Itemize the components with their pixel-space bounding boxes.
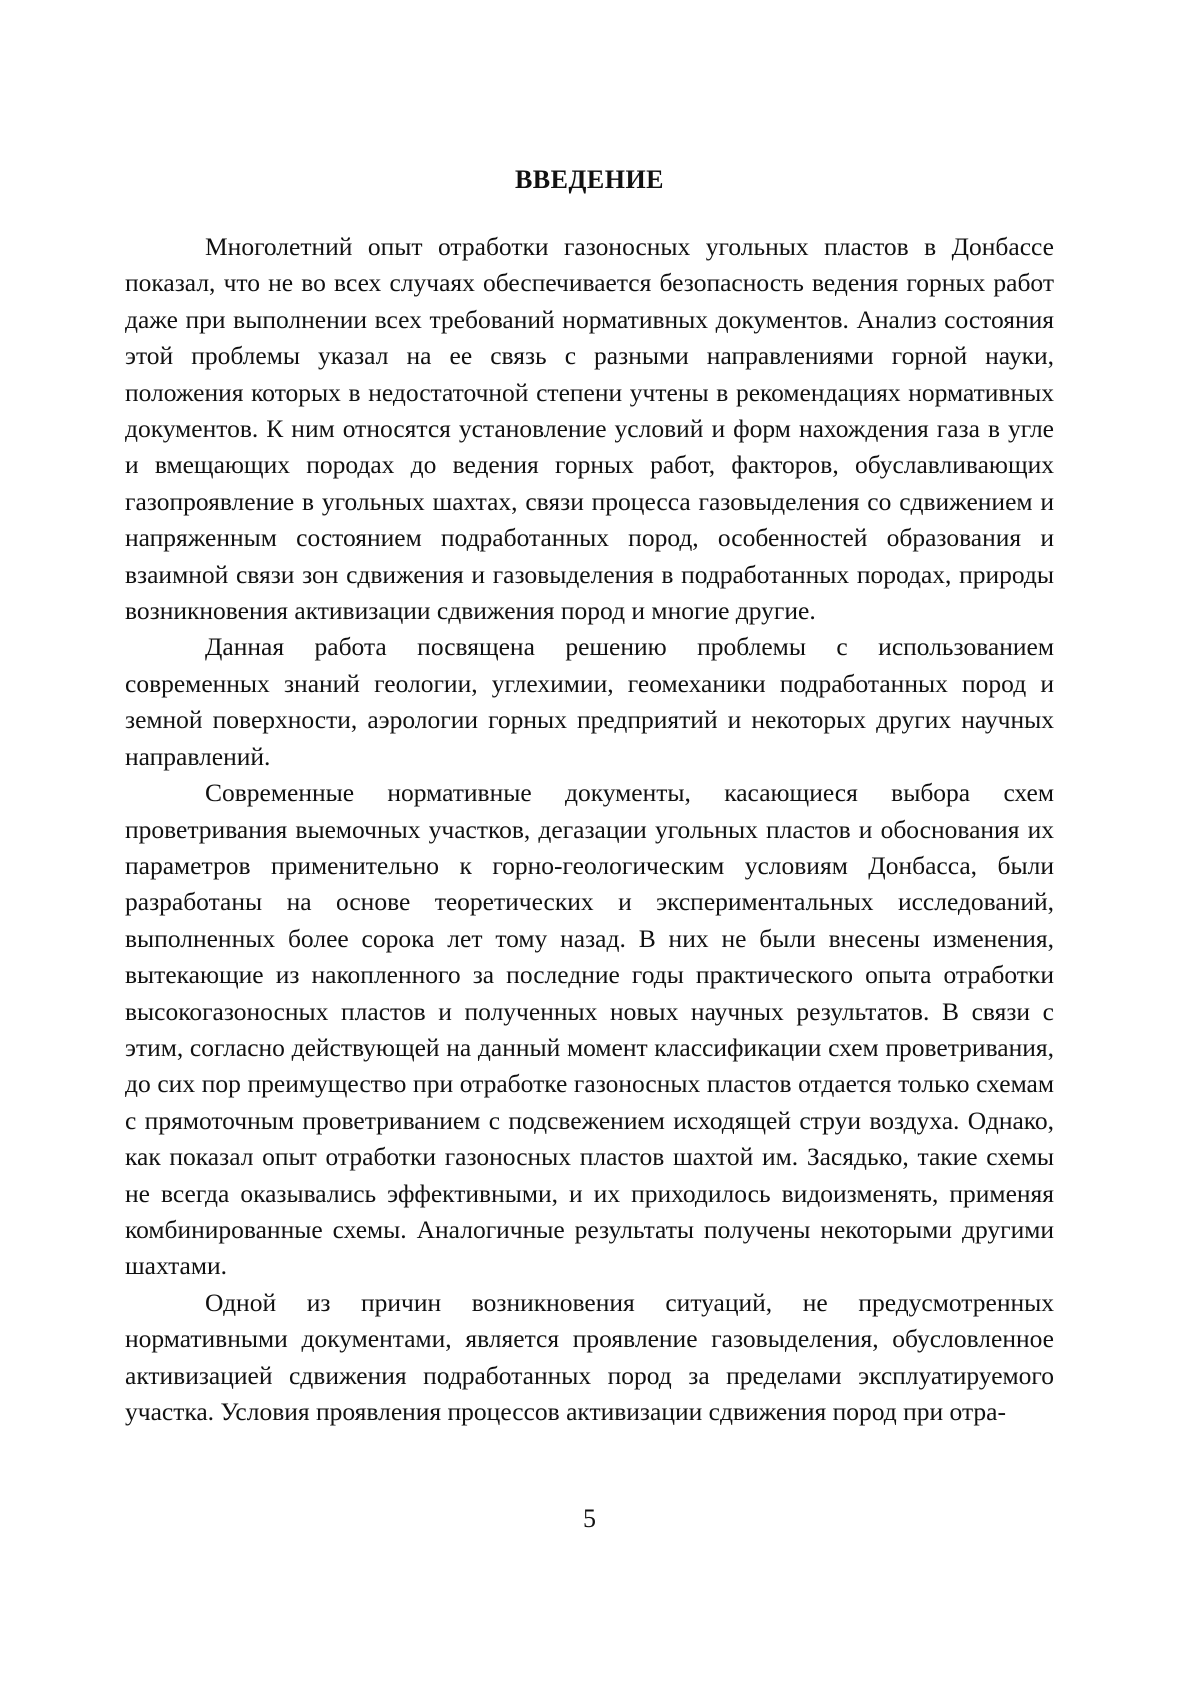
- paragraph-4: Одной из причин возникновения ситуаций, не предусмотренных нормативными документами, является проявление газовыделения, обусловленное активизацией сдвижения подработанных пород за пределами эксплуатируемого участка. Условия проявления процессов активизации сдвижения пород при отра-: [125, 1287, 1054, 1426]
- document-page: [125, 0, 1054, 1705]
- paragraph-2: Данная работа посвящена решению проблемы с использованием современных знаний геологии, углехимии, геомеханики подработанных пород и земной поверхности, аэрологии горных предприятий и некоторых других научных направлений.: [125, 632, 1054, 771]
- page-number: 5: [583, 1504, 596, 1533]
- paragraph-1: Многолетний опыт отработки газоносных угольных пластов в Донбассе показал, что не во всех случаях обеспечивается безопасность ведения горных работ даже при выполнении всех требований нормативных документов. Анализ состояния этой проблемы указал на ее связь с разными направлениями горной науки, положения которых в недостаточной степени учтены в рекомендациях нормативных документов. К ним относятся установление условий и форм нахождения газа в угле и вмещающих породах до ведения горных работ, факторов, обуславливающих газопроявление в угольных шахтах, связи процесса газовыделения со сдвижением и напряженным состоянием подработанных пород, особенностей образования и взаимной связи зон сдвижения и газовыделения в подработанных породах, природы возникновения активизации сдвижения пород и многие другие.: [125, 232, 1054, 626]
- section-heading: ВВЕДЕНИЕ: [514, 165, 665, 194]
- body-text: [125, 229, 1054, 1430]
- paragraph-3: Современные нормативные документы, касающиеся выбора схем проветривания выемочных участков, дегазации угольных пластов и обоснования их параметров применительно к горно-геологическим условиям Донбасса, были разработаны на основе теоретических и экспериментальных исследований, выполненных более сорока лет тому назад. В них не были внесены изменения, вытекающие из накопленного за последние годы практического опыта отработки высокогазоносных пластов и полученных новых научных результатов. В связи с этим, согласно действующей на данный момент классификации схем проветривания, до сих пор преимущество при отработке газоносных пластов отдается только схемам с прямоточным проветриванием с подсвежением исходящей струи воздуха. Однако, как показал опыт отработки газоносных пластов шахтой им. Засядько, такие схемы не всегда оказывались эффективными, и их приходилось видоизменять, применяя комбинированные схемы. Аналогичные результаты получены некоторыми другими шахтами.: [125, 778, 1054, 1281]
